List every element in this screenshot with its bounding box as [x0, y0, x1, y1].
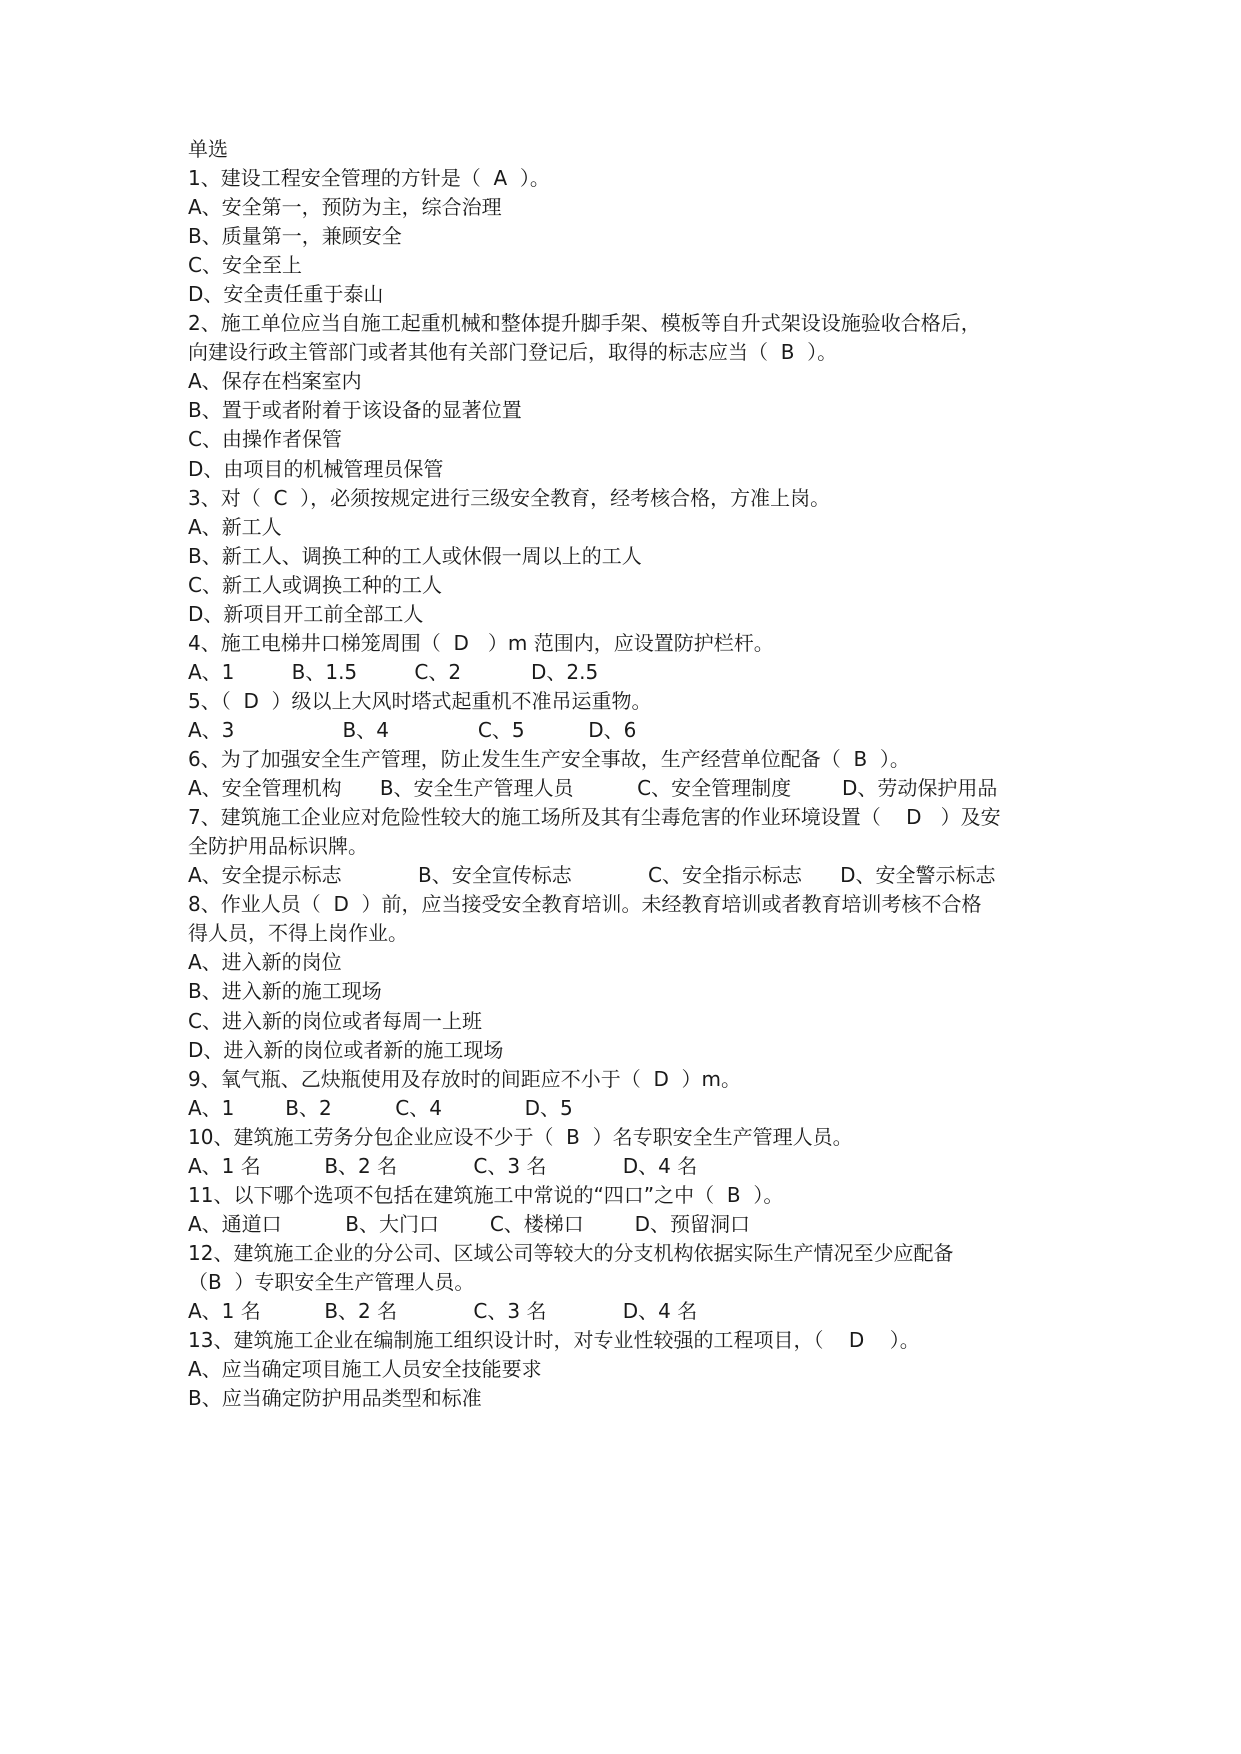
text-line: 得人员，不得上岗作业。 [188, 921, 408, 946]
text-line: A、应当确定项目施工人员安全技能要求 [188, 1357, 542, 1381]
text-line: D、进入新的岗位或者新的施工现场 [188, 1037, 504, 1062]
text-line: A、进入新的岗位 [188, 950, 342, 975]
text-line: 5、（ D ）级以上大风时塔式起重机不准吊运重物。 [188, 688, 652, 713]
text-line: D、安全责任重于泰山 [188, 282, 384, 307]
text-line: 4、施工电梯井口梯笼周围（ D ）m 范围内，应设置防护栏杆。 [188, 630, 774, 655]
text-line: 6、为了加强安全生产管理，防止发生生产安全事故，生产经营单位配备（ B ）。 [188, 747, 910, 771]
text-line: 2、施工单位应当自施工起重机械和整体提升脚手架、模板等自升式架设设施验收合格后， [188, 311, 981, 336]
text-line: A、3 B、4 C、5 D、6 [188, 718, 637, 742]
text-line: A、保存在档案室内 [188, 369, 362, 394]
text-line: 11、以下哪个选项不包括在建筑施工中常说的“四口”之中（ B ）。 [188, 1182, 784, 1207]
text-line: D、由项目的机械管理员保管 [188, 456, 444, 481]
text-line: B、进入新的施工现场 [188, 979, 382, 1004]
text-line: A、通道口 B、大门口 C、楼梯口 D、预留洞口 [188, 1211, 751, 1236]
text-line: 向建设行政主管部门或者其他有关部门登记后，取得的标志应当（ B ）。 [188, 340, 838, 365]
text-line: B、置于或者附着于该设备的显著位置 [188, 398, 522, 423]
text-line: 12、建筑施工企业的分公司、区域公司等较大的分支机构依据实际生产情况至少应配备 [188, 1240, 954, 1265]
text-line: A、安全提示标志 B、安全宣传标志 C、安全指示标志 D、安全警示标志 [188, 863, 996, 888]
text-line: 1、建设工程安全管理的方针是（ A ）。 [188, 166, 550, 190]
text-line: 全防护用品标识牌。 [188, 834, 368, 859]
text-line: 3、对（ C ），必须按规定进行三级安全教育，经考核合格，方准上岗。 [188, 485, 831, 510]
text-line: A、1 名 B、2 名 C、3 名 D、4 名 [188, 1299, 698, 1323]
text-line: C、安全至上 [188, 253, 302, 278]
text-line: B、新工人、调换工种的工人或休假一周以上的工人 [188, 543, 642, 568]
section-title: 单选 [188, 137, 228, 161]
text-line: C、由操作者保管 [188, 427, 342, 452]
text-line: C、进入新的岗位或者每周一上班 [188, 1008, 482, 1033]
text-line: A、1 B、2 C、4 D、5 [188, 1095, 573, 1120]
text-line: A、新工人 [188, 514, 282, 539]
text-line: 8、作业人员（ D ）前，应当接受安全教育培训。未经教育培训或者教育培训考核不合格 [188, 892, 982, 917]
text-line: A、安全管理机构 B、安全生产管理人员 C、安全管理制度 D、劳动保护用品 [188, 776, 998, 801]
text-line: （B ）专职安全生产管理人员。 [188, 1269, 475, 1294]
text-line: D、新项目开工前全部工人 [188, 601, 424, 626]
text-line: 10、建筑施工劳务分包企业应设不少于（ B ）名专职安全生产管理人员。 [188, 1124, 853, 1149]
text-line: A、安全第一，预防为主，综合治理 [188, 195, 502, 220]
text-line: 9、氧气瓶、乙炔瓶使用及存放时的间距应不小于（ D ）m。 [188, 1066, 742, 1091]
text-line: A、1 B、1.5 C、2 D、2.5 [188, 659, 599, 684]
text-line: B、应当确定防护用品类型和标准 [188, 1386, 482, 1411]
text-line: 13、建筑施工企业在编制施工组织设计时，对专业性较强的工程项目，（ D ）。 [188, 1328, 920, 1352]
text-line: B、质量第一，兼顾安全 [188, 224, 402, 249]
text-line: 7、建筑施工企业应对危险性较大的施工场所及其有尘毒危害的作业环境设置（ D ）及安 [188, 805, 1001, 830]
text-line: A、1 名 B、2 名 C、3 名 D、4 名 [188, 1153, 698, 1178]
text-line: C、新工人或调换工种的工人 [188, 572, 442, 597]
